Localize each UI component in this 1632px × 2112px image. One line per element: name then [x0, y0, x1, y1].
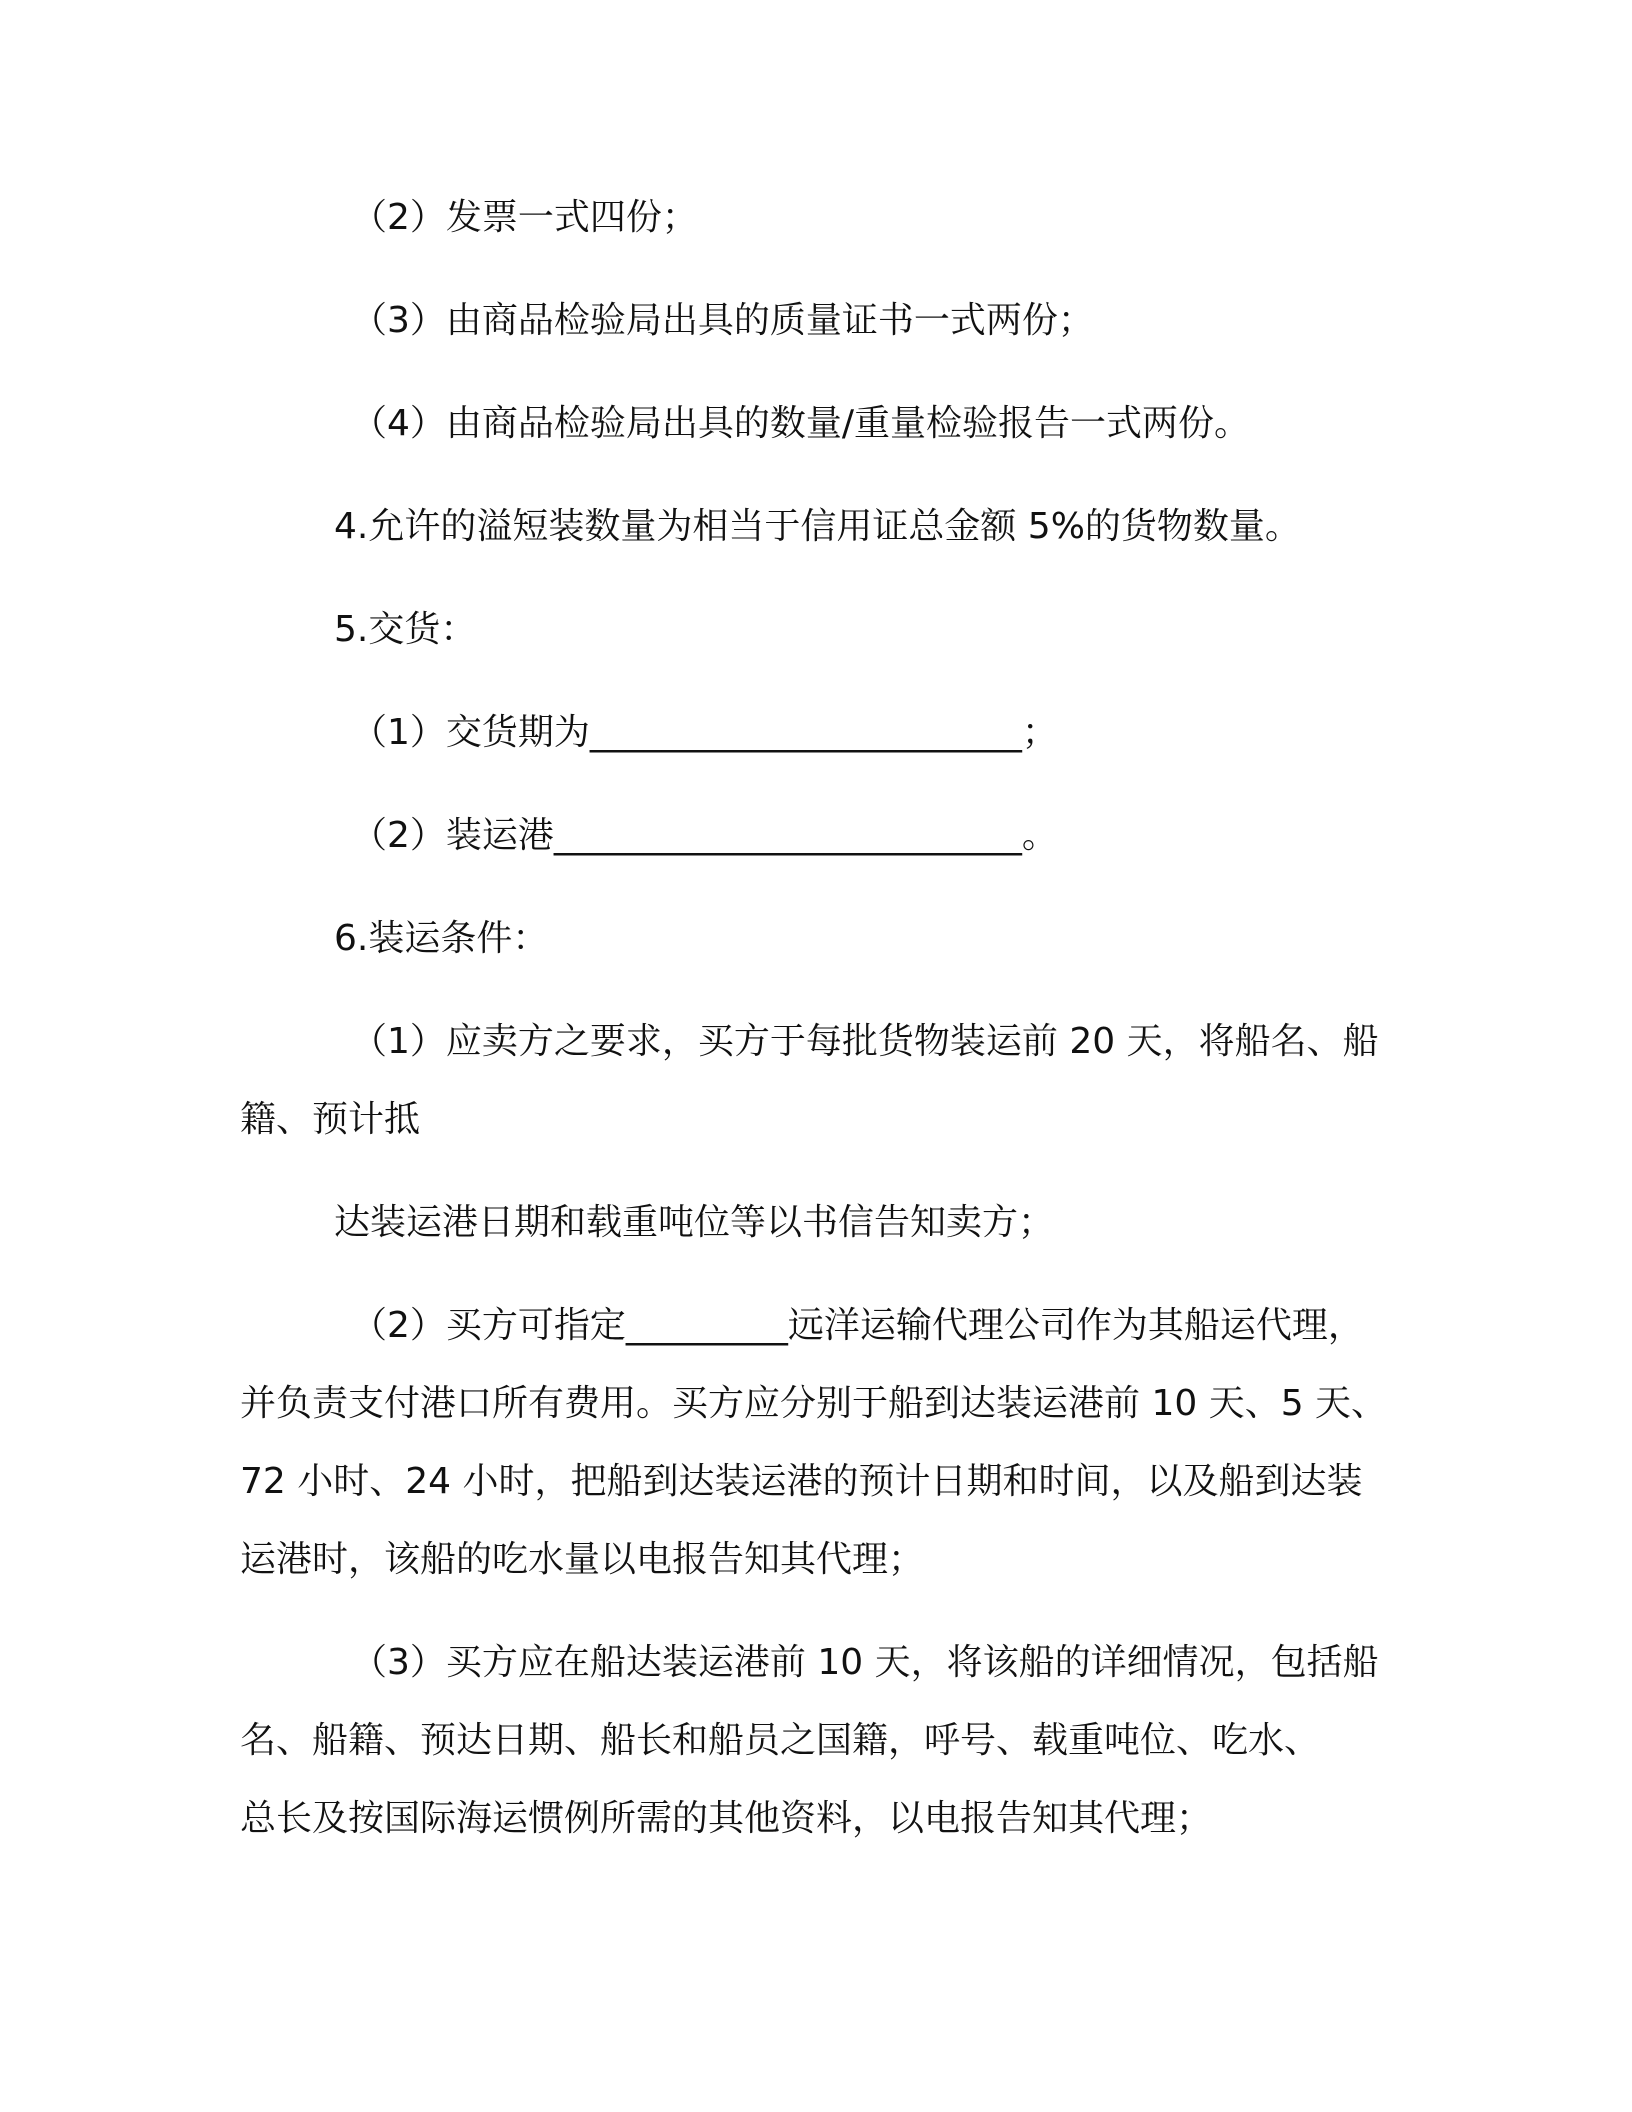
text-line: 名、船籍、预达日期、船长和船员之国籍，呼号、载重吨位、吃水、 [240, 1720, 1321, 1761]
text-line: 5.交货： [334, 609, 477, 650]
text-line: 运港时，该船的吃水量以电报告知其代理； [240, 1539, 925, 1580]
text-line: 72 小时、24 小时，把船到达装运港的预计日期和时间，以及船到达装 [240, 1461, 1363, 1502]
text-line: （3）买方应在船达装运港前 10 天，将该船的详细情况，包括船 [351, 1642, 1379, 1683]
text-line: （1）应卖方之要求，买方于每批货物装运前 20 天，将船名、船 [351, 1021, 1379, 1062]
text-line: （2）装运港__________________________。 [351, 815, 1058, 856]
text-line: 籍、预计抵 [240, 1099, 421, 1140]
text-line: 并负责支付港口所有费用。买方应分别于船到达装运港前 10 天、5 天、 [240, 1383, 1388, 1424]
text-line: （1）交货期为________________________； [351, 712, 1058, 753]
text-line: 4.允许的溢短装数量为相当于信用证总金额 5%的货物数量。 [334, 506, 1301, 547]
text-line: （2）发票一式四份； [351, 197, 698, 238]
text-line: （2）买方可指定_________远洋运输代理公司作为其船运代理， [351, 1305, 1364, 1346]
text-line: （3）由商品检验局出具的质量证书一式两份； [351, 300, 1094, 341]
text-line: 总长及按国际海运惯例所需的其他资料，以电报告知其代理； [240, 1798, 1213, 1839]
text-line: （4）由商品检验局出具的数量/重量检验报告一式两份。 [351, 403, 1251, 444]
text-line: 达装运港日期和载重吨位等以书信告知卖方； [334, 1202, 1055, 1243]
text-line: 6.装运条件： [334, 918, 549, 959]
